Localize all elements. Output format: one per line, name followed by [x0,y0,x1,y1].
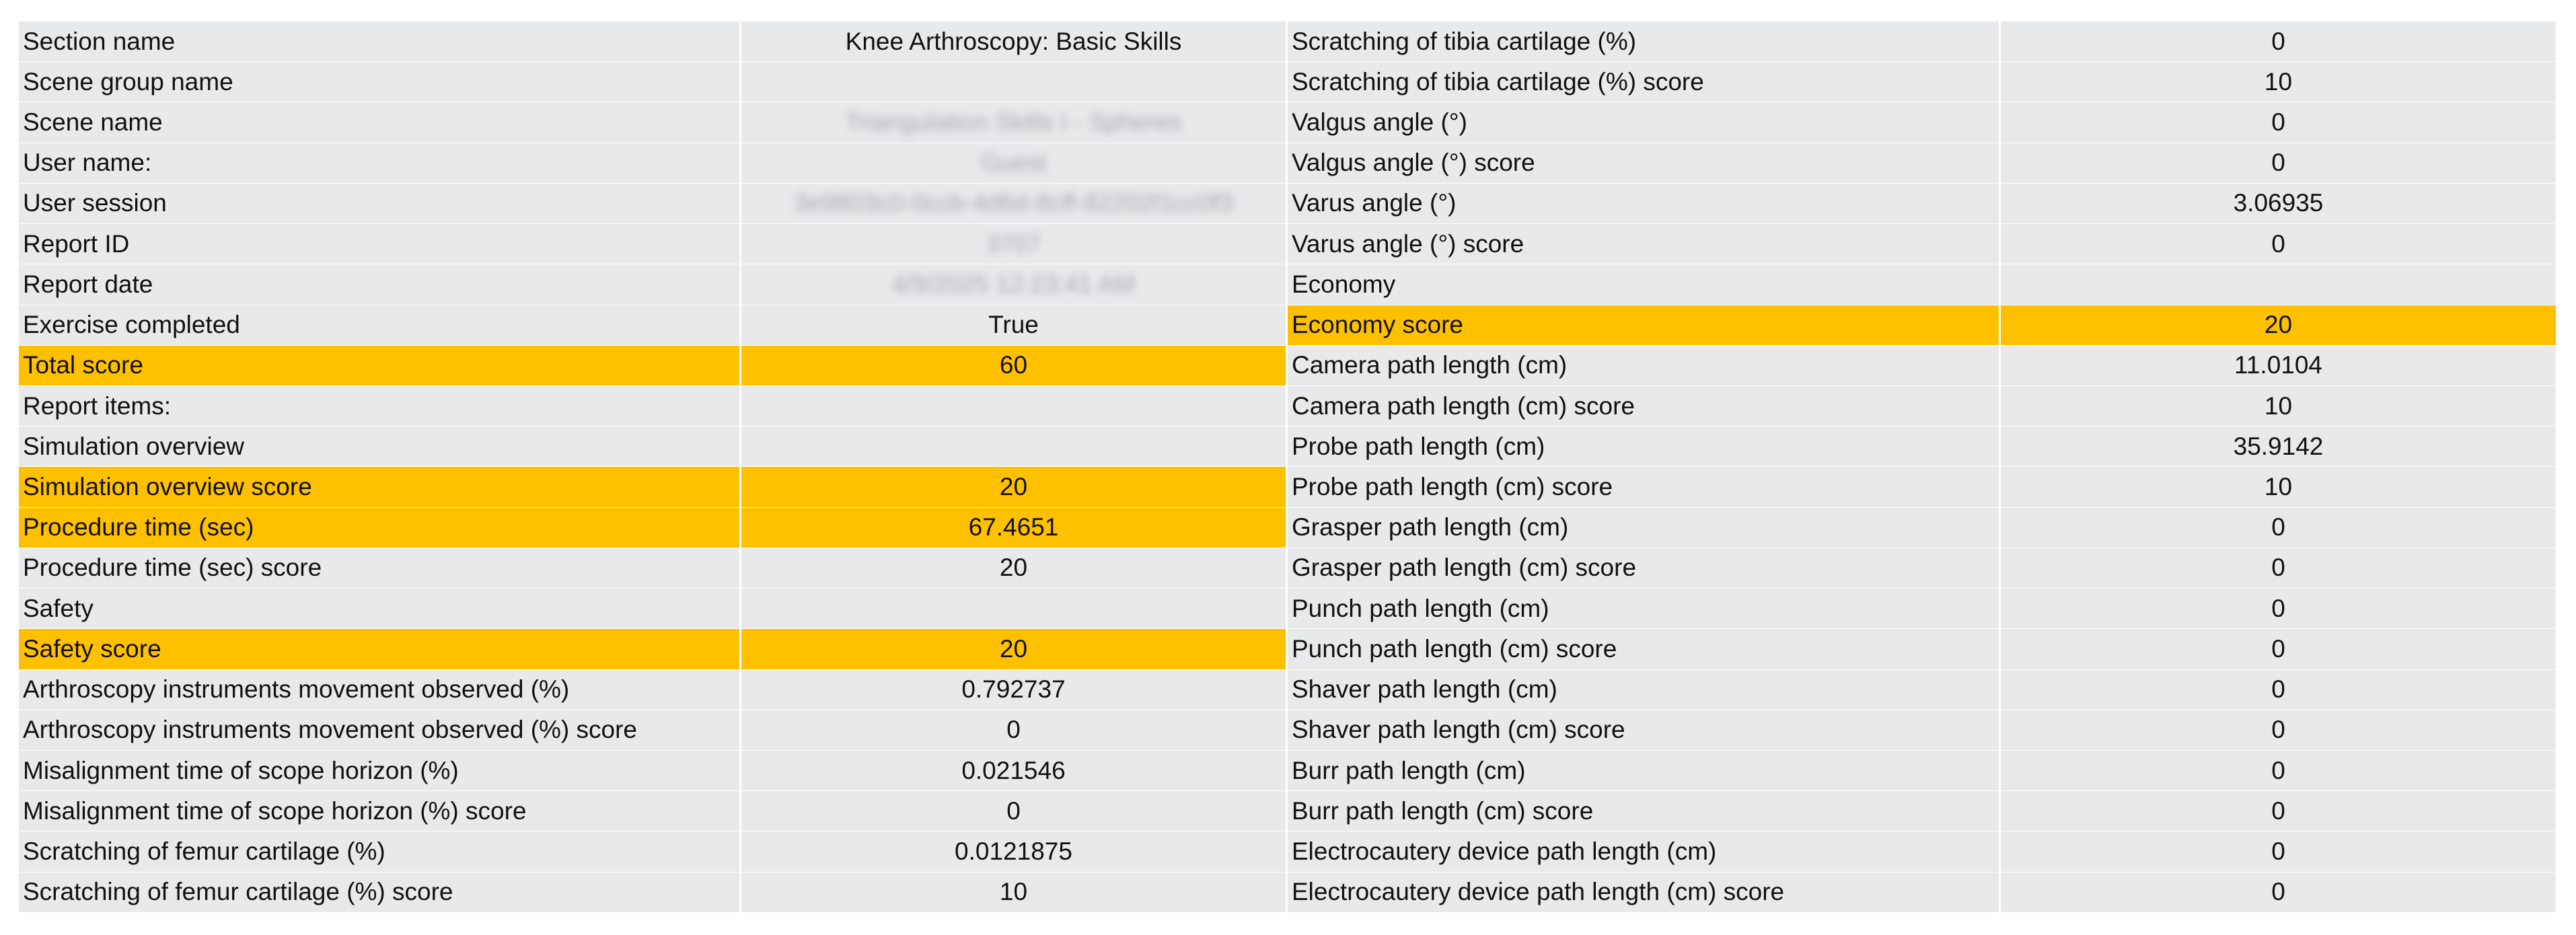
table-row [1288,791,2558,831]
row-value [2001,791,2558,831]
value-text: 0 [2271,634,2285,663]
value-text: 0.792737 [961,675,1066,704]
row-value [2001,22,2558,62]
value-text: 0 [2271,27,2285,55]
value-text: 0 [2271,149,2285,177]
row-value [2001,872,2558,913]
row-label: Report items: [19,386,741,426]
table-row [1288,386,2558,426]
row-label: Procedure time (sec) score [19,548,741,589]
row-value [2001,184,2558,224]
redacted-value: 4/9/2025 12:23:41 AM [891,270,1136,298]
value-text: 20 [999,473,1028,501]
row-label: Total score [19,346,741,386]
row-label: Varus angle (°) score [1288,224,2001,264]
table-row [19,751,1288,791]
row-label: Burr path length (cm) score [1288,791,2001,831]
table-row [1288,22,2558,62]
table-row [19,548,1288,589]
table-row [19,143,1288,184]
row-label: Arthroscopy instruments movement observed (%) [19,670,741,710]
table-row [19,22,1288,62]
table-row [19,872,1288,913]
value-text: True [988,311,1039,339]
table-row [1288,224,2558,264]
row-value [2001,264,2558,305]
row-label: Punch path length (cm) score [1288,629,2001,669]
table-row [19,589,1288,629]
value-text: Knee Arthroscopy: Basic Skills [845,27,1182,55]
row-value [2001,508,2558,548]
row-label: Economy score [1288,305,2001,346]
table-row [19,305,1288,346]
row-label: Electrocautery device path length (cm) [1288,831,2001,872]
table-row [1288,508,2558,548]
table-row [19,467,1288,507]
value-text: 0.0121875 [955,837,1072,865]
row-value [741,872,1288,913]
value-text: 20 [2264,311,2293,339]
value-text: 0 [2271,756,2285,784]
report-table-left [19,22,1288,913]
table-row [19,62,1288,102]
table-row [19,386,1288,426]
row-label: Shaver path length (cm) [1288,670,2001,710]
row-label: Punch path length (cm) [1288,589,2001,629]
table-row [1288,589,2558,629]
row-value [2001,143,2558,184]
value-text: 3.06935 [2233,189,2324,217]
value-text: 0 [2271,229,2285,258]
row-label: Grasper path length (cm) score [1288,548,2001,589]
row-label: Misalignment time of scope horizon (%) score [19,791,741,831]
row-value [2001,426,2558,467]
row-value [741,467,1288,507]
row-value [741,589,1288,629]
row-value [2001,346,2558,386]
table-row [1288,872,2558,913]
table-row [1288,184,2558,224]
row-label: Burr path length (cm) [1288,751,2001,791]
row-value [741,305,1288,346]
table-row [19,264,1288,305]
table-row [19,426,1288,467]
row-label: User session [19,184,741,224]
row-label: Probe path length (cm) score [1288,467,2001,507]
row-value [741,264,1288,305]
redacted-value: 3e9803c0-0ccb-4d6d-8cff-82202f1cc0f3 [793,189,1234,217]
value-text: 10 [2264,391,2293,420]
value-text: 0 [2271,878,2285,906]
row-value [741,224,1288,264]
row-value [741,710,1288,751]
row-value [2001,467,2558,507]
row-value [741,426,1288,467]
row-label: Scene group name [19,62,741,102]
row-value [2001,629,2558,669]
table-row [19,710,1288,751]
row-value [741,346,1288,386]
row-label: Report ID [19,224,741,264]
row-label: Scratching of tibia cartilage (%) score [1288,62,2001,102]
report-table-right [1288,22,2558,913]
value-text: 0 [2271,513,2285,541]
table-row [1288,346,2558,386]
value-text: 0 [2271,837,2285,865]
value-text: 0 [2271,594,2285,622]
table-row [1288,548,2558,589]
table-row [1288,629,2558,669]
table-row [1288,102,2558,143]
report-table-right-body [1288,22,2558,913]
row-label: Scratching of femur cartilage (%) score [19,872,741,913]
table-row [1288,831,2558,872]
row-value [741,791,1288,831]
table-row [19,508,1288,548]
row-label: Camera path length (cm) [1288,346,2001,386]
table-row [19,670,1288,710]
redacted-value: Triangulation Skills I - Spheres [845,108,1182,137]
row-value [741,751,1288,791]
table-row [1288,305,2558,346]
row-value [2001,305,2558,346]
row-label: Shaver path length (cm) score [1288,710,2001,751]
value-text: 0.021546 [961,756,1066,784]
value-text: 20 [999,554,1028,582]
row-value [2001,62,2558,102]
row-label: Report date [19,264,741,305]
row-value [2001,751,2558,791]
row-label: Scratching of femur cartilage (%) [19,831,741,872]
row-label: Varus angle (°) [1288,184,2001,224]
table-row [19,791,1288,831]
row-value [741,548,1288,589]
table-row [1288,264,2558,305]
report-table-left-body [19,22,1288,913]
row-label: Exercise completed [19,305,741,346]
row-value [741,184,1288,224]
table-row [1288,426,2558,467]
row-label: Section name [19,22,741,62]
row-label: Camera path length (cm) score [1288,386,2001,426]
row-value [741,831,1288,872]
row-label: Valgus angle (°) [1288,102,2001,143]
row-label: User name: [19,143,741,184]
row-value [2001,670,2558,710]
value-text: 67.4651 [968,513,1059,541]
row-value [2001,102,2558,143]
table-row [1288,670,2558,710]
row-label: Scratching of tibia cartilage (%) [1288,22,2001,62]
table-row [1288,710,2558,751]
row-label: Arthroscopy instruments movement observed (%) score [19,710,741,751]
value-text: 0 [2271,554,2285,582]
row-value [741,143,1288,184]
table-row [1288,751,2558,791]
value-text: 10 [2264,473,2293,501]
row-value [741,102,1288,143]
table-row [1288,143,2558,184]
redacted-value: Guest [980,149,1047,177]
value-text: 0 [2271,716,2285,744]
exercise-report [19,22,2558,913]
row-value [741,508,1288,548]
row-value [2001,831,2558,872]
row-label: Scene name [19,102,741,143]
value-text: 11.0104 [2234,351,2322,379]
row-value [2001,224,2558,264]
value-text: 0 [1006,716,1021,744]
redacted-value: 3707 [986,229,1041,258]
row-value [2001,710,2558,751]
table-row [19,224,1288,264]
value-text: 35.9142 [2233,432,2324,460]
row-value [741,670,1288,710]
value-text: 0 [1006,796,1021,825]
row-label: Safety score [19,629,741,669]
value-text: 20 [999,634,1028,663]
row-label: Safety [19,589,741,629]
value-text: 60 [999,351,1028,379]
table-row [19,629,1288,669]
table-row [1288,62,2558,102]
row-label: Procedure time (sec) [19,508,741,548]
table-row [1288,467,2558,507]
value-text: 10 [2264,67,2293,96]
row-value [2001,386,2558,426]
value-text: 10 [999,878,1028,906]
value-text: 0 [2271,796,2285,825]
row-value [741,386,1288,426]
value-text: 0 [2271,675,2285,704]
row-value [741,62,1288,102]
row-value [2001,589,2558,629]
row-label: Misalignment time of scope horizon (%) [19,751,741,791]
row-value [741,629,1288,669]
row-label: Electrocautery device path length (cm) score [1288,872,2001,913]
table-row [19,102,1288,143]
row-label: Economy [1288,264,2001,305]
table-row [19,184,1288,224]
row-value [2001,548,2558,589]
row-label: Probe path length (cm) [1288,426,2001,467]
table-row [19,346,1288,386]
row-value [741,22,1288,62]
value-text: 0 [2271,108,2285,137]
row-label: Simulation overview score [19,467,741,507]
row-label: Valgus angle (°) score [1288,143,2001,184]
row-label: Grasper path length (cm) [1288,508,2001,548]
table-row [19,831,1288,872]
row-label: Simulation overview [19,426,741,467]
